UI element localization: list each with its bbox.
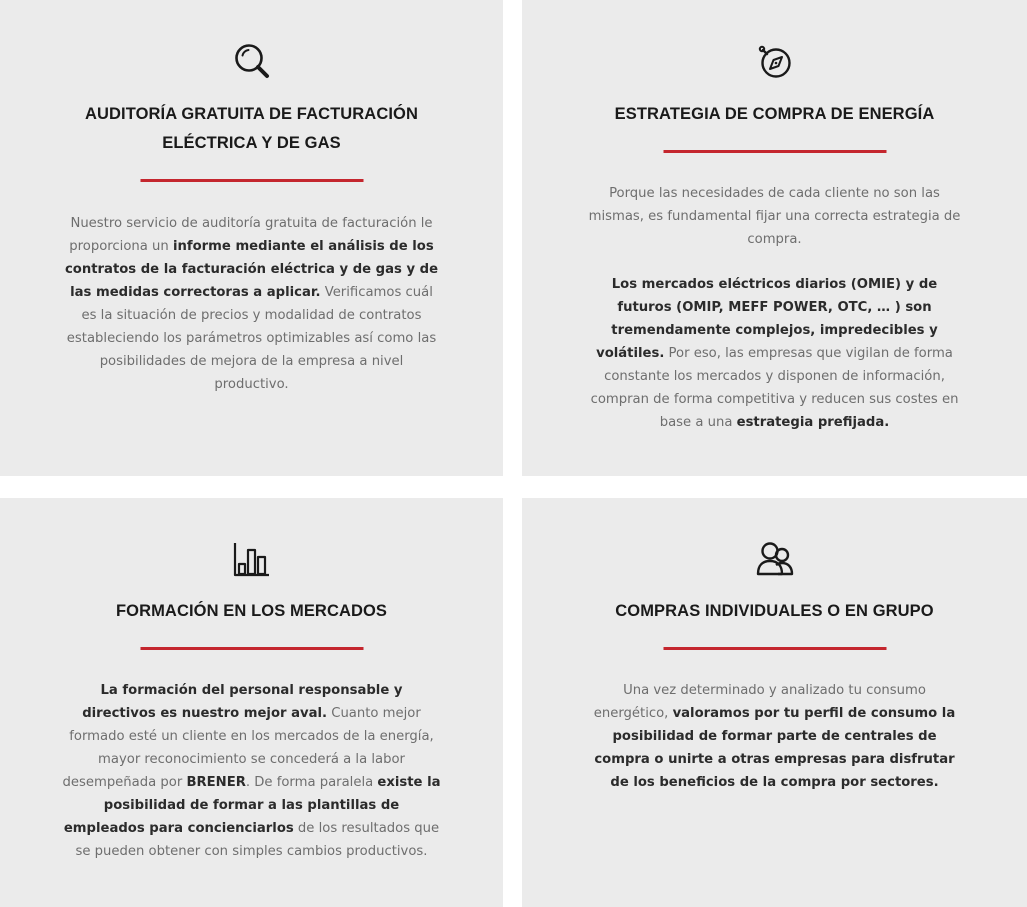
body-text: Porque las necesidades de cada cliente no son las mismas, es fundamental fijar una correcta estrategia de compra. bbox=[588, 186, 961, 247]
service-card-formacion bbox=[0, 498, 503, 907]
card-title: COMPRAS INDIVIDUALES O EN GRUPO bbox=[615, 602, 934, 620]
highlighted-text: estrategia prefijada. bbox=[736, 415, 890, 430]
body-text: Por eso, las empresas que vigilan de forma constante los mercados y disponen de información, compran de forma competitiva y reducen sus costes en base a una bbox=[590, 346, 959, 430]
body-text: de los resultados que se pueden obtener con simples cambios productivos. bbox=[75, 821, 440, 859]
body-text: Nuestro servicio de auditoría gratuita de facturación le proporciona un bbox=[69, 216, 433, 254]
title-divider bbox=[663, 150, 886, 153]
highlighted-text: existe la posibilidad de formar a las plantillas de empleados para concienciarlos bbox=[63, 775, 441, 836]
card-title: AUDITORÍA GRATUITA DE FACTURACIÓN ELÉCTRICA Y DE GAS bbox=[85, 105, 418, 152]
card-paragraph bbox=[64, 212, 439, 396]
highlighted-text: Los mercados eléctricos diarios (OMIE) y de futuros (OMIP, MEFF POWER, OTC, … ) son tremendamente complejos, impredecibles y volátiles. bbox=[596, 277, 938, 361]
card-body bbox=[585, 679, 965, 794]
card-paragraph bbox=[585, 182, 965, 251]
magnifier-icon bbox=[233, 42, 271, 80]
compass-stopwatch-icon bbox=[756, 42, 794, 80]
card-body bbox=[585, 182, 965, 434]
service-card-auditoria bbox=[0, 0, 503, 476]
body-text: Cuanto mejor formado esté un cliente en los mercados de la energía, mayor reconocimiento se concederá a la labor desempeñada por bbox=[62, 706, 434, 790]
card-title: FORMACIÓN EN LOS MERCADOS bbox=[115, 602, 388, 620]
title-divider bbox=[140, 647, 363, 650]
card-body bbox=[62, 679, 442, 863]
card-paragraph bbox=[585, 679, 965, 794]
bar-chart-icon bbox=[233, 540, 271, 578]
highlighted-text: valoramos por tu perfil de consumo la posibilidad de formar parte de centrales de compra o unirte a otras empresas para disfrutar de los beneficios de la compra por sectores. bbox=[594, 706, 956, 790]
service-card-estrategia bbox=[522, 0, 1027, 476]
service-card-compras bbox=[522, 498, 1027, 907]
highlighted-text: La formación del personal responsable y directivos es nuestro mejor aval. bbox=[82, 683, 403, 721]
body-text: Verificamos cuál es la situación de precios y modalidad de contratos estableciendo los parámetros optimizables así como las posibilidades de mejora de la empresa a nivel productivo. bbox=[66, 285, 437, 392]
highlighted-text: BRENER bbox=[186, 775, 246, 790]
card-body bbox=[64, 212, 439, 396]
title-divider bbox=[663, 647, 886, 650]
title-divider bbox=[140, 179, 363, 182]
users-group-icon bbox=[756, 540, 794, 578]
highlighted-text: informe mediante el análisis de los contratos de la facturación eléctrica y de gas y de las medidas correctoras a aplicar. bbox=[64, 239, 439, 300]
card-title: ESTRATEGIA DE COMPRA DE ENERGÍA bbox=[614, 105, 935, 123]
body-text: . De forma paralela bbox=[245, 775, 378, 790]
body-text: Una vez determinado y analizado tu consumo energético, bbox=[593, 683, 926, 721]
card-paragraph bbox=[62, 679, 442, 863]
card-paragraph bbox=[585, 273, 965, 434]
